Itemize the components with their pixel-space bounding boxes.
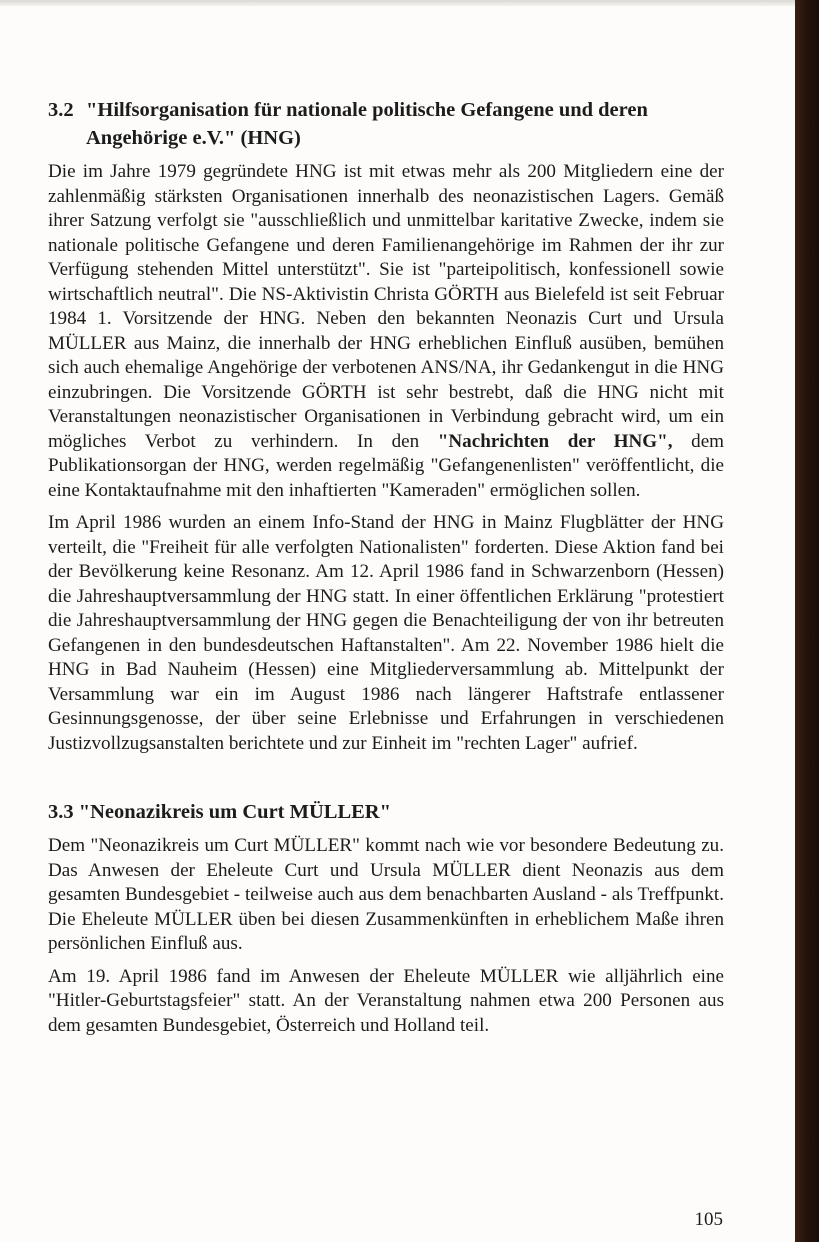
section-number: 3.2 [48, 99, 74, 121]
book-spine-edge [795, 0, 819, 1242]
paragraph-text: dem Publikationsorgan der HNG, werden regelmäßig "Gefangenenlisten" veröffentlicht, die eine Kontaktaufnahme mit den inhaftierten "Kameraden" ermöglichen sollen. [48, 430, 725, 501]
paragraph-mueller-circle: Dem "Neonazikreis um Curt MÜLLER" kommt nach wie vor besondere Bedeutung zu. Das Anwesen der Eheleute Curt und Ursula MÜLLER dient Neonazis aus dem gesamten Bundesgebiet - teilweise auch aus dem benachbarten Ausland - als Treffpunkt. Die Eheleute MÜLLER üben bei diesen Zusammenkünften in erheblichem Maße ihren persönlichen Einfluß aus. [48, 835, 724, 954]
page-number: 105 [694, 1209, 723, 1230]
paragraph-hng-overview [48, 160, 724, 503]
page-body [48, 96, 724, 1038]
paragraph-text: Die im Jahre 1979 gegründete HNG ist mit etwas mehr als 200 Mitgliedern eine der zahlenmäßig stärksten Organisationen innerhalb des neonazistischen Lagers. Gemäß ihrer Satzung verfolgt sie "ausschließlich und unmittelbar karitative Zwecke, indem sie nationale politische Gefangene und deren Familienangehörige im Rahmen der ihr zur Verfügung stehenden Mittel unterstützt". Sie ist "parteipolitisch, konfessionell sowie wirtschaftlich neutral". Die NS-Aktivistin Christa GÖRTH aus Bielefeld ist seit Februar 1984 1. Vorsitzende der HNG. Neben den bekannten Neonazis Curt und Ursula MÜLLER aus Mainz, die innerhalb der HNG erheblichen Einfluß ausüben, bemühen sich auch ehemalige Angehörige der verbotenen ANS/NA, ihr Gedankengut in die HNG einzubringen. Die Vorsitzende GÖRTH ist sehr bestrebt, daß die HNG nicht mit Veranstaltungen neonazistischer Organisationen in Verbindung gebracht wird, um ein mögliches Verbot zu verhindern. In den [48, 161, 724, 452]
page-top-edge [0, 0, 795, 6]
section-heading-3-3 [48, 798, 724, 826]
section-title: "Neonazikreis um Curt MÜLLER" [78, 801, 391, 823]
section-number: 3.3 [48, 801, 74, 823]
section-heading-3-2 [48, 96, 724, 152]
paragraph-hng-activities: Im April 1986 wurden an einem Info-Stand der HNG in Mainz Flugblätter der HNG verteilt, die "Freiheit für alle verfolgten Nationalisten" forderten. Diese Aktion fand bei der Bevölkerung keine Resonanz. Am 12. April 1986 fand in Schwarzenborn (Hessen) die Jahreshauptversammlung der HNG statt. In einer öffentlichen Erklärung "protestiert die Jahreshauptversammlung der HNG gegen die Benachteiligung der von ihr betreuten Gefangenen in den bundesdeutschen Haftanstalten". Am 22. November 1986 hielt die HNG in Bad Nauheim (Hessen) eine Mitgliederversammlung ab. Mittelpunkt der Versammlung war ein im August 1986 nach längerer Haftstrafe entlassener Gesinnungsgenosse, der über seine Erlebnisse und Erfahrungen in verschiedenen Justizvollzugsanstalten berichtete und zur Einheit im "rechten Lager" aufrief. [48, 512, 724, 754]
section-title: "Hilfsorganisation für nationale politische Gefangene und deren Angehörige e.V." (HNG) [86, 99, 648, 149]
publication-name: "Nachrichten der HNG", [437, 430, 673, 452]
paragraph-hitler-birthday: Am 19. April 1986 fand im Anwesen der Eheleute MÜLLER wie alljährlich eine "Hitler-Geburtstagsfeier" statt. An der Veranstaltung nahmen etwa 200 Personen aus dem gesamten Bundesgebiet, Österreich und Holland teil. [48, 965, 724, 1036]
